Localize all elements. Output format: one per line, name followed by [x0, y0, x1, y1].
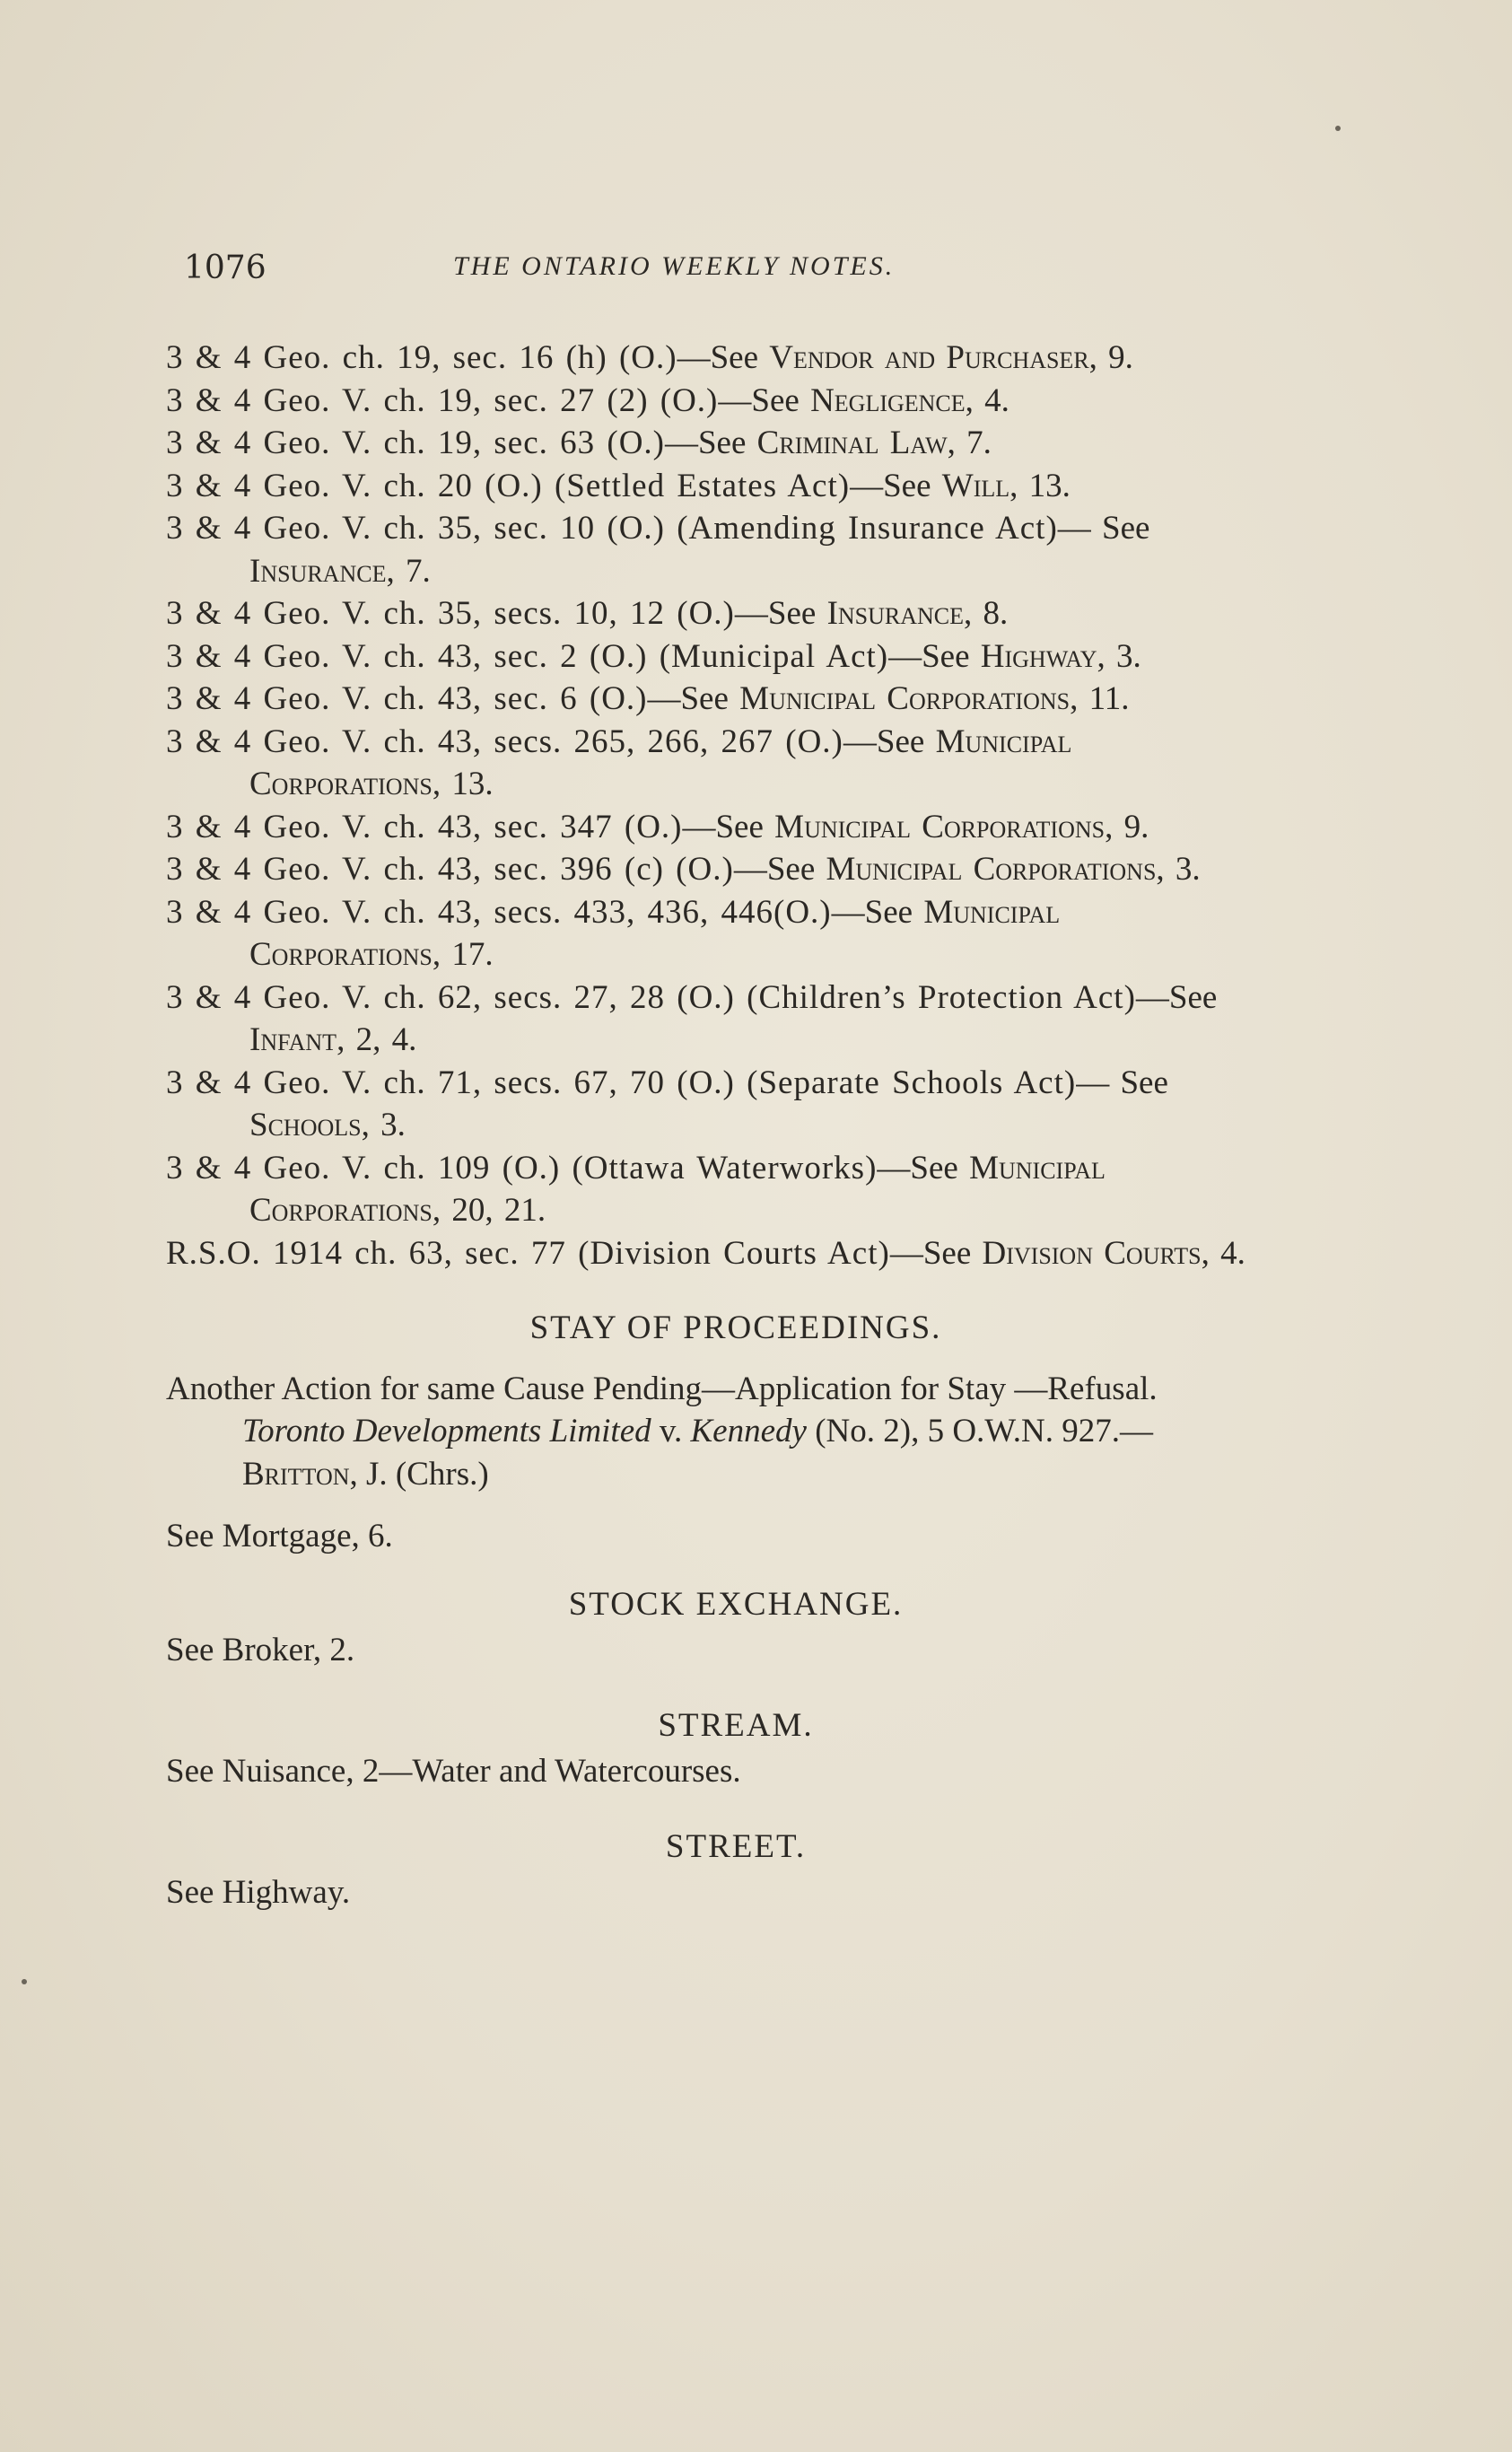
reference-number: , 3.: [1156, 851, 1201, 888]
section-heading-stream: STREAM.: [658, 1706, 814, 1744]
reference-number: , 13.: [432, 766, 494, 802]
statute-reference: 3 & 4 Geo. V. ch. 109 (O.) (Ottawa Waterworks): [166, 1149, 878, 1187]
index-entry: [166, 507, 1252, 592]
reference-number: , 20, 21.: [432, 1192, 546, 1229]
statute-reference: 3 & 4 Geo. V. ch. 20 (O.) (Settled Estates Act): [166, 467, 851, 504]
cross-reference: Division Courts: [982, 1234, 1202, 1272]
cross-reference: Municipal Corporations: [739, 680, 1071, 717]
reference-number: , 8.: [964, 595, 1009, 632]
running-title: THE ONTARIO WEEKLY NOTES.: [453, 251, 896, 281]
statute-reference: R.S.O. 1914 ch. 63, sec. 77 (Division Courts Act): [166, 1234, 890, 1272]
case-name-first: Toronto Developments Limited: [242, 1413, 651, 1449]
page-header: [184, 250, 1245, 294]
index-entry: [166, 422, 1252, 465]
see-text: —See: [734, 595, 827, 632]
cross-reference: Vendor and Purchaser: [769, 339, 1089, 376]
page-number: 1076: [184, 250, 267, 286]
see-text: —See: [831, 893, 924, 931]
index-entry: [166, 1147, 1252, 1232]
cross-reference: Criminal Law: [756, 425, 948, 461]
index-entry: [166, 465, 1252, 508]
reference-number: , 9.: [1105, 808, 1149, 845]
statute-reference: 3 & 4 Geo. V. ch. 35, sec. 10 (O.) (Amending Insurance Act): [166, 510, 1058, 547]
index-entry: [166, 806, 1252, 849]
reference-number: , 9.: [1088, 339, 1133, 376]
statute-reference: 3 & 4 Geo. V. ch. 35, secs. 10, 12 (O.): [166, 595, 735, 632]
index-entry: [166, 380, 1252, 423]
reference-number: , 17.: [432, 936, 494, 973]
cross-reference: Highway: [980, 637, 1097, 675]
cross-reference: Will: [941, 467, 1010, 504]
statute-entries: [166, 337, 1252, 1274]
reference-number: , 13.: [1009, 467, 1071, 504]
index-entry: [166, 337, 1252, 380]
cross-reference: Municipal Corporations: [249, 893, 1061, 973]
statute-reference: 3 & 4 Geo. V. ch. 43, secs. 433, 436, 446(O.): [166, 893, 832, 931]
statute-reference: 3 & 4 Geo. V. ch. 43, secs. 265, 266, 267 (O.): [166, 722, 843, 760]
stay-paragraph: Another Action for same Cause Pending—Application for Stay —Refusal. Toronto Developments Limited v. Kennedy (No. 2), 5 O.W.N. 927.—Britton, J. (Chrs.): [166, 1370, 1158, 1493]
street-see: See Highway.: [166, 1874, 351, 1911]
cross-reference: Municipal Corporations: [249, 722, 1072, 802]
stream-see: See Nuisance, 2—Water and Watercourses.: [166, 1753, 741, 1790]
reference-number: , 3.: [1097, 637, 1141, 675]
cross-reference: Municipal Corporations: [826, 851, 1157, 888]
index-entry: [166, 891, 1252, 976]
index-entry: [166, 721, 1252, 806]
stock-exchange-see: See Broker, 2.: [166, 1632, 355, 1668]
see-text: — See: [1057, 510, 1150, 547]
cross-reference: Municipal Corporations: [249, 1149, 1106, 1229]
reference-number: , 4.: [1201, 1234, 1245, 1272]
cross-reference: Municipal Corporations: [774, 808, 1106, 845]
judge-name: Britton: [242, 1455, 350, 1493]
reference-number: , 7.: [386, 552, 431, 590]
cross-reference: Negligence: [810, 381, 966, 419]
cross-reference: Schools: [249, 1107, 362, 1143]
see-text: —See: [1135, 978, 1218, 1016]
paper-speck: [22, 1979, 27, 1984]
statute-reference: 3 & 4 Geo. V. ch. 19, sec. 63 (O.): [166, 425, 665, 461]
statute-reference: 3 & 4 Geo. V. ch. 71, secs. 67, 70 (O.) (Separate Schools Act): [166, 1064, 1077, 1101]
statute-reference: 3 & 4 Geo. V. ch. 43, sec. 6 (O.): [166, 680, 648, 717]
reference-number: , 2, 4.: [336, 1021, 417, 1058]
index-entry: [166, 678, 1252, 721]
index-entry: [166, 848, 1252, 891]
statute-reference: 3 & 4 Geo. ch. 19, sec. 16 (h) (O.): [166, 339, 677, 376]
see-text: —See: [888, 637, 981, 675]
index-entry: [166, 1232, 1252, 1275]
cross-reference: Infant: [249, 1021, 337, 1058]
index-entry: [166, 976, 1252, 1062]
statute-reference: 3 & 4 Geo. V. ch. 62, secs. 27, 28 (O.) (Children’s Protection Act): [166, 978, 1136, 1016]
statute-reference: 3 & 4 Geo. V. ch. 43, sec. 396 (c) (O.): [166, 851, 734, 888]
page-content: [166, 337, 1252, 1914]
see-text: — See: [1076, 1064, 1168, 1101]
reference-number: , 4.: [965, 381, 1009, 419]
see-text: —See: [877, 1149, 970, 1187]
see-text: —See: [677, 339, 770, 376]
see-text: —See: [664, 425, 757, 461]
see-text: —See: [843, 722, 936, 760]
section-heading-stock-exchange: STOCK EXCHANGE.: [568, 1585, 904, 1623]
index-entry: [166, 635, 1252, 679]
statute-reference: 3 & 4 Geo. V. ch. 43, sec. 347 (O.): [166, 808, 683, 845]
section-heading-street: STREET.: [665, 1827, 807, 1865]
section-heading-stay: STAY OF PROCEEDINGS.: [529, 1309, 942, 1346]
cross-reference: Insurance: [826, 595, 965, 632]
case-name-second: Kennedy: [690, 1413, 807, 1449]
statute-reference: 3 & 4 Geo. V. ch. 43, sec. 2 (O.) (Municipal Act): [166, 637, 889, 675]
index-entry: [166, 592, 1252, 635]
see-text: —See: [647, 680, 740, 717]
cross-reference: Insurance: [249, 552, 387, 590]
stay-see-also: See Mortgage, 6.: [166, 1518, 393, 1554]
index-entry: [166, 1062, 1252, 1147]
reference-number: , 11.: [1070, 680, 1130, 717]
see-text: —See: [850, 467, 942, 504]
see-text: —See: [718, 381, 811, 419]
paper-speck: [1335, 126, 1341, 131]
see-text: —See: [889, 1234, 983, 1272]
statute-reference: 3 & 4 Geo. V. ch. 19, sec. 27 (2) (O.): [166, 381, 719, 419]
reference-number: , 3.: [361, 1107, 406, 1143]
reference-number: , 7.: [947, 425, 992, 461]
see-text: —See: [733, 851, 826, 888]
see-text: —See: [682, 808, 775, 845]
